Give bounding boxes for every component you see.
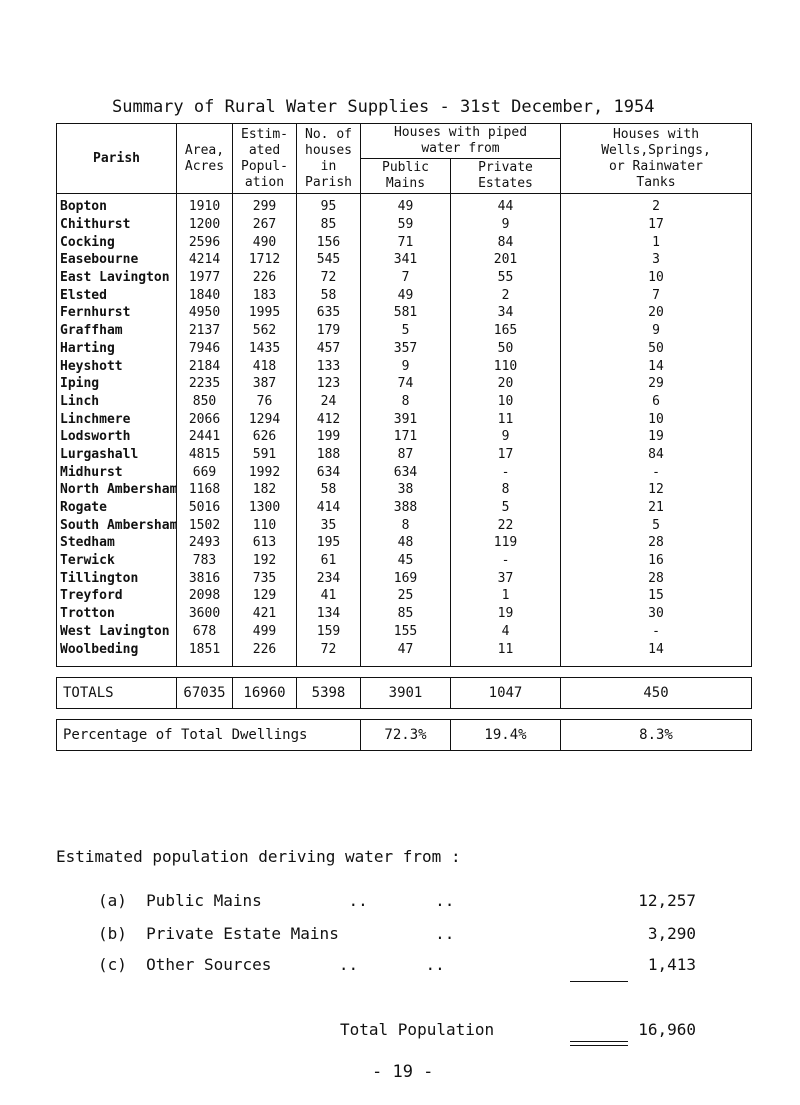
cell-population: 267 xyxy=(233,216,297,234)
cell-public-mains: 71 xyxy=(361,233,451,251)
cell-area: 1851 xyxy=(177,640,233,666)
cell-houses: 35 xyxy=(297,516,361,534)
cell-public-mains: 74 xyxy=(361,375,451,393)
cell-parish: Cocking xyxy=(57,233,177,251)
cell-houses: 179 xyxy=(297,322,361,340)
cell-area: 1168 xyxy=(177,481,233,499)
water-supply-table xyxy=(56,123,752,751)
cell-area: 4815 xyxy=(177,446,233,464)
cell-houses: 199 xyxy=(297,428,361,446)
cell-private-estates: 119 xyxy=(451,534,561,552)
cell-private-estates: - xyxy=(451,463,561,481)
totals-row xyxy=(57,677,752,708)
cell-private-estates: 2 xyxy=(451,286,561,304)
cell-public-mains: 341 xyxy=(361,251,451,269)
cell-parish: South Ambersham xyxy=(57,516,177,534)
totals-public-mains: 3901 xyxy=(361,677,451,708)
cell-population: 192 xyxy=(233,552,297,570)
cell-wells: 14 xyxy=(561,357,752,375)
header-public-mains: Public Mains xyxy=(361,159,451,194)
cell-wells: 10 xyxy=(561,410,752,428)
cell-private-estates: 201 xyxy=(451,251,561,269)
cell-private-estates: 9 xyxy=(451,428,561,446)
table-row xyxy=(57,322,752,340)
cell-houses: 72 xyxy=(297,640,361,666)
cell-population: 129 xyxy=(233,587,297,605)
cell-public-mains: 59 xyxy=(361,216,451,234)
cell-public-mains: 634 xyxy=(361,463,451,481)
cell-public-mains: 8 xyxy=(361,393,451,411)
cell-public-mains: 8 xyxy=(361,516,451,534)
cell-wells: 5 xyxy=(561,516,752,534)
cell-wells: 21 xyxy=(561,499,752,517)
cell-public-mains: 391 xyxy=(361,410,451,428)
cell-population: 421 xyxy=(233,605,297,623)
cell-parish: Linch xyxy=(57,393,177,411)
totals-area: 67035 xyxy=(177,677,233,708)
cell-private-estates: 5 xyxy=(451,499,561,517)
cell-area: 3816 xyxy=(177,569,233,587)
total-population-label: Total Population xyxy=(340,1020,495,1039)
cell-houses: 58 xyxy=(297,286,361,304)
cell-houses: 634 xyxy=(297,463,361,481)
cell-wells: 1 xyxy=(561,233,752,251)
cell-houses: 545 xyxy=(297,251,361,269)
cell-public-mains: 169 xyxy=(361,569,451,587)
table-row xyxy=(57,269,752,287)
cell-private-estates: 19 xyxy=(451,605,561,623)
percentage-public-mains: 72.3% xyxy=(361,719,451,750)
cell-area: 2596 xyxy=(177,233,233,251)
cell-wells: 3 xyxy=(561,251,752,269)
percentage-wells: 8.3% xyxy=(561,719,752,750)
cell-parish: Fernhurst xyxy=(57,304,177,322)
cell-parish: Harting xyxy=(57,340,177,358)
table-row xyxy=(57,304,752,322)
cell-area: 2066 xyxy=(177,410,233,428)
cell-population: 1294 xyxy=(233,410,297,428)
cell-parish: Trotton xyxy=(57,605,177,623)
cell-parish: Easebourne xyxy=(57,251,177,269)
cell-area: 1200 xyxy=(177,216,233,234)
cell-parish: Linchmere xyxy=(57,410,177,428)
estimate-item-value: 3,290 xyxy=(647,924,696,943)
cell-private-estates: 165 xyxy=(451,322,561,340)
totals-wells: 450 xyxy=(561,677,752,708)
header-population: Estim- ated Popul- ation xyxy=(233,124,297,194)
cell-wells: 15 xyxy=(561,587,752,605)
cell-parish: Graffham xyxy=(57,322,177,340)
cell-area: 5016 xyxy=(177,499,233,517)
estimate-item-value: 1,413 xyxy=(647,955,696,974)
table-row xyxy=(57,194,752,216)
cell-parish: Lodsworth xyxy=(57,428,177,446)
table-row xyxy=(57,481,752,499)
cell-area: 3600 xyxy=(177,605,233,623)
estimate-item-value: 12,257 xyxy=(638,891,696,910)
cell-wells: 6 xyxy=(561,393,752,411)
cell-population: 562 xyxy=(233,322,297,340)
cell-wells: - xyxy=(561,463,752,481)
cell-population: 1300 xyxy=(233,499,297,517)
cell-houses: 85 xyxy=(297,216,361,234)
cell-area: 4214 xyxy=(177,251,233,269)
cell-population: 613 xyxy=(233,534,297,552)
cell-private-estates: 37 xyxy=(451,569,561,587)
table-row xyxy=(57,428,752,446)
cell-population: 110 xyxy=(233,516,297,534)
header-piped-water: Houses with piped water from xyxy=(361,124,561,159)
cell-private-estates: 22 xyxy=(451,516,561,534)
header-parish: Parish xyxy=(57,124,177,194)
cell-wells: 30 xyxy=(561,605,752,623)
header-private-estates: Private Estates xyxy=(451,159,561,194)
cell-public-mains: 85 xyxy=(361,605,451,623)
totals-houses: 5398 xyxy=(297,677,361,708)
cell-area: 7946 xyxy=(177,340,233,358)
estimate-heading: Estimated population deriving water from : xyxy=(56,847,461,866)
cell-population: 76 xyxy=(233,393,297,411)
table-row xyxy=(57,446,752,464)
double-rule-bottom xyxy=(570,1045,628,1046)
cell-area: 2235 xyxy=(177,375,233,393)
cell-public-mains: 48 xyxy=(361,534,451,552)
table-row xyxy=(57,499,752,517)
cell-houses: 412 xyxy=(297,410,361,428)
table-row xyxy=(57,233,752,251)
header-houses: No. of houses in Parish xyxy=(297,124,361,194)
cell-area: 1840 xyxy=(177,286,233,304)
cell-wells: 50 xyxy=(561,340,752,358)
cell-public-mains: 171 xyxy=(361,428,451,446)
cell-public-mains: 155 xyxy=(361,623,451,641)
cell-houses: 195 xyxy=(297,534,361,552)
totals-label: TOTALS xyxy=(57,677,177,708)
cell-private-estates: 1 xyxy=(451,587,561,605)
table-row xyxy=(57,410,752,428)
estimate-item-private-estate xyxy=(98,924,696,943)
cell-public-mains: 7 xyxy=(361,269,451,287)
cell-houses: 61 xyxy=(297,552,361,570)
table-row xyxy=(57,516,752,534)
cell-parish: East Lavington xyxy=(57,269,177,287)
cell-private-estates: 55 xyxy=(451,269,561,287)
cell-houses: 134 xyxy=(297,605,361,623)
cell-wells: 29 xyxy=(561,375,752,393)
cell-private-estates: 9 xyxy=(451,216,561,234)
cell-area: 2184 xyxy=(177,357,233,375)
header-area: Area, Acres xyxy=(177,124,233,194)
cell-parish: North Ambersham xyxy=(57,481,177,499)
cell-private-estates: 11 xyxy=(451,640,561,666)
cell-population: 182 xyxy=(233,481,297,499)
cell-population: 1995 xyxy=(233,304,297,322)
table-row xyxy=(57,375,752,393)
cell-parish: Bopton xyxy=(57,194,177,216)
total-population-value: 16,960 xyxy=(638,1020,696,1039)
cell-parish: Iping xyxy=(57,375,177,393)
cell-public-mains: 49 xyxy=(361,286,451,304)
cell-houses: 156 xyxy=(297,233,361,251)
cell-parish: Elsted xyxy=(57,286,177,304)
cell-private-estates: 34 xyxy=(451,304,561,322)
totals-private-estates: 1047 xyxy=(451,677,561,708)
cell-area: 2441 xyxy=(177,428,233,446)
cell-private-estates: 17 xyxy=(451,446,561,464)
cell-houses: 635 xyxy=(297,304,361,322)
cell-houses: 72 xyxy=(297,269,361,287)
cell-houses: 123 xyxy=(297,375,361,393)
cell-population: 499 xyxy=(233,623,297,641)
estimate-item-label: (b) Private Estate Mains .. xyxy=(98,924,455,943)
table-row xyxy=(57,587,752,605)
cell-houses: 457 xyxy=(297,340,361,358)
cell-houses: 24 xyxy=(297,393,361,411)
table-row xyxy=(57,340,752,358)
cell-area: 2493 xyxy=(177,534,233,552)
cell-houses: 58 xyxy=(297,481,361,499)
totals-population: 16960 xyxy=(233,677,297,708)
percentage-row xyxy=(57,719,752,750)
table-row xyxy=(57,552,752,570)
cell-houses: 95 xyxy=(297,194,361,216)
cell-parish: Tillington xyxy=(57,569,177,587)
double-rule-top xyxy=(570,1041,628,1042)
cell-population: 418 xyxy=(233,357,297,375)
cell-population: 299 xyxy=(233,194,297,216)
cell-public-mains: 25 xyxy=(361,587,451,605)
cell-wells: 10 xyxy=(561,269,752,287)
cell-area: 1910 xyxy=(177,194,233,216)
cell-private-estates: 10 xyxy=(451,393,561,411)
cell-public-mains: 9 xyxy=(361,357,451,375)
cell-parish: Lurgashall xyxy=(57,446,177,464)
percentage-private-estates: 19.4% xyxy=(451,719,561,750)
cell-wells: 84 xyxy=(561,446,752,464)
estimate-item-other-sources xyxy=(98,955,696,974)
total-population-row xyxy=(340,1020,696,1039)
estimate-item-label: (c) Other Sources .. .. xyxy=(98,955,445,974)
cell-wells: 28 xyxy=(561,569,752,587)
table-row xyxy=(57,286,752,304)
cell-area: 783 xyxy=(177,552,233,570)
header-wells: Houses with Wells,Springs, or Rainwater Tanks xyxy=(561,124,752,194)
cell-area: 678 xyxy=(177,623,233,641)
cell-private-estates: 50 xyxy=(451,340,561,358)
cell-area: 1977 xyxy=(177,269,233,287)
cell-wells: 28 xyxy=(561,534,752,552)
cell-parish: Midhurst xyxy=(57,463,177,481)
cell-private-estates: 8 xyxy=(451,481,561,499)
cell-houses: 159 xyxy=(297,623,361,641)
cell-private-estates: 110 xyxy=(451,357,561,375)
cell-population: 1435 xyxy=(233,340,297,358)
cell-wells: - xyxy=(561,623,752,641)
cell-public-mains: 47 xyxy=(361,640,451,666)
table-row xyxy=(57,605,752,623)
cell-population: 183 xyxy=(233,286,297,304)
table-row xyxy=(57,393,752,411)
percentage-label: Percentage of Total Dwellings xyxy=(57,719,361,750)
cell-wells: 17 xyxy=(561,216,752,234)
cell-parish: West Lavington xyxy=(57,623,177,641)
cell-population: 735 xyxy=(233,569,297,587)
cell-parish: Chithurst xyxy=(57,216,177,234)
cell-private-estates: 20 xyxy=(451,375,561,393)
cell-population: 1992 xyxy=(233,463,297,481)
cell-private-estates: 4 xyxy=(451,623,561,641)
cell-wells: 12 xyxy=(561,481,752,499)
cell-public-mains: 87 xyxy=(361,446,451,464)
cell-houses: 414 xyxy=(297,499,361,517)
table-row xyxy=(57,463,752,481)
cell-public-mains: 388 xyxy=(361,499,451,517)
table-row xyxy=(57,569,752,587)
cell-public-mains: 49 xyxy=(361,194,451,216)
cell-wells: 9 xyxy=(561,322,752,340)
cell-private-estates: 11 xyxy=(451,410,561,428)
table-row xyxy=(57,534,752,552)
table-row xyxy=(57,640,752,666)
cell-wells: 20 xyxy=(561,304,752,322)
estimate-item-public-mains xyxy=(98,891,696,910)
page-number: - 19 - xyxy=(372,1062,434,1082)
cell-public-mains: 38 xyxy=(361,481,451,499)
cell-houses: 133 xyxy=(297,357,361,375)
table-row xyxy=(57,251,752,269)
sum-rule xyxy=(570,981,628,982)
cell-population: 626 xyxy=(233,428,297,446)
cell-private-estates: 84 xyxy=(451,233,561,251)
cell-population: 490 xyxy=(233,233,297,251)
cell-population: 226 xyxy=(233,269,297,287)
page-title: Summary of Rural Water Supplies - 31st December, 1954 xyxy=(112,97,655,117)
cell-public-mains: 5 xyxy=(361,322,451,340)
cell-wells: 2 xyxy=(561,194,752,216)
table-row xyxy=(57,357,752,375)
cell-public-mains: 357 xyxy=(361,340,451,358)
cell-wells: 19 xyxy=(561,428,752,446)
cell-houses: 188 xyxy=(297,446,361,464)
table-body xyxy=(57,194,752,667)
cell-area: 4950 xyxy=(177,304,233,322)
table-row xyxy=(57,623,752,641)
cell-parish: Stedham xyxy=(57,534,177,552)
cell-population: 387 xyxy=(233,375,297,393)
cell-area: 2137 xyxy=(177,322,233,340)
cell-population: 1712 xyxy=(233,251,297,269)
cell-area: 850 xyxy=(177,393,233,411)
cell-private-estates: - xyxy=(451,552,561,570)
cell-parish: Heyshott xyxy=(57,357,177,375)
cell-parish: Rogate xyxy=(57,499,177,517)
cell-public-mains: 45 xyxy=(361,552,451,570)
cell-houses: 234 xyxy=(297,569,361,587)
cell-parish: Terwick xyxy=(57,552,177,570)
cell-wells: 16 xyxy=(561,552,752,570)
table-row xyxy=(57,216,752,234)
cell-private-estates: 44 xyxy=(451,194,561,216)
cell-public-mains: 581 xyxy=(361,304,451,322)
cell-population: 591 xyxy=(233,446,297,464)
cell-area: 669 xyxy=(177,463,233,481)
cell-area: 1502 xyxy=(177,516,233,534)
cell-wells: 14 xyxy=(561,640,752,666)
cell-area: 2098 xyxy=(177,587,233,605)
estimate-item-label: (a) Public Mains .. .. xyxy=(98,891,455,910)
cell-houses: 41 xyxy=(297,587,361,605)
cell-wells: 7 xyxy=(561,286,752,304)
cell-population: 226 xyxy=(233,640,297,666)
cell-parish: Treyford xyxy=(57,587,177,605)
cell-parish: Woolbeding xyxy=(57,640,177,666)
